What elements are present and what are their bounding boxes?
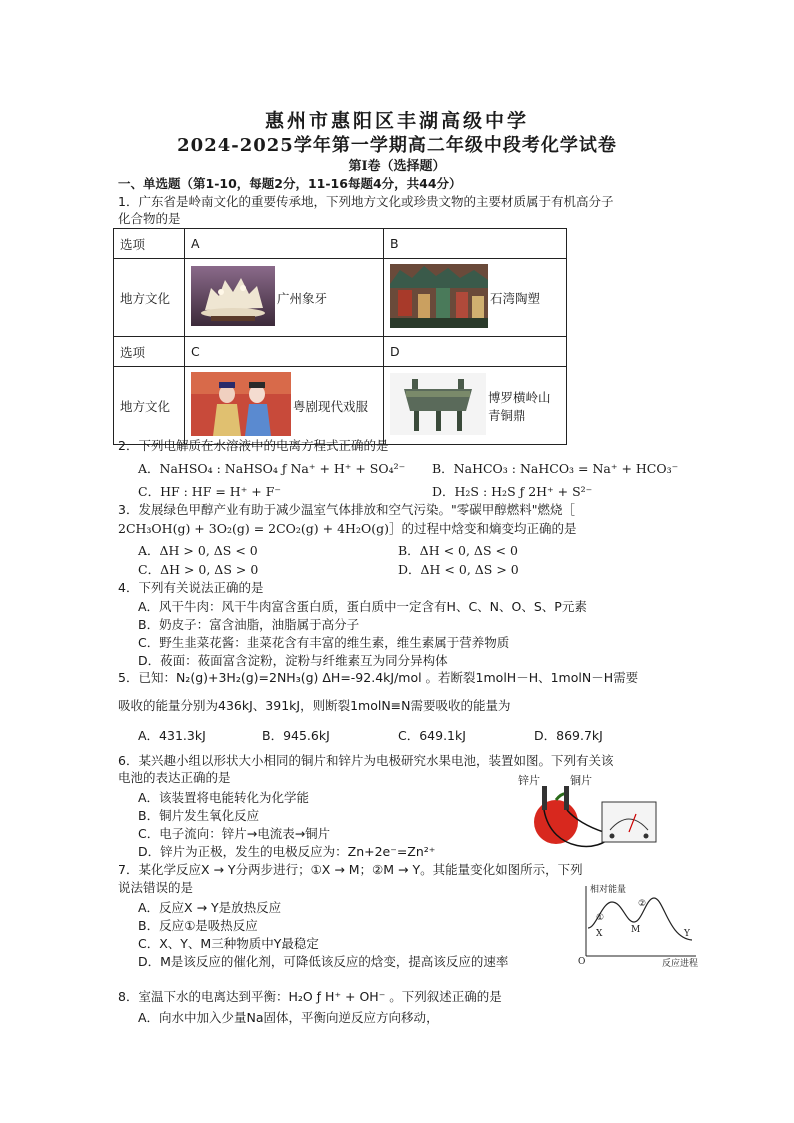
q6-option-a: A．该装置将电能转化为化学能 — [138, 790, 310, 805]
q3-option-d: D．ΔH < 0, ΔS > 0 — [398, 562, 519, 577]
table-label-b: B — [384, 229, 567, 259]
q6-option-b: B．铜片发生氧化反应 — [138, 808, 260, 823]
q4-option-d: D．莜面：莜面富含淀粉，淀粉与纤维素互为同分异构体 — [138, 653, 448, 668]
q2-option-b: B．NaHCO₃ : NaHCO₃ = Na⁺ + HCO₃⁻ — [432, 461, 679, 476]
q7-option-a: A．反应X → Y是放热反应 — [138, 900, 282, 915]
bronze-ding-image — [390, 373, 486, 438]
table-header-option: 选项 — [114, 229, 185, 259]
pottery-sculpture-image — [390, 264, 488, 331]
ammeter-terminal-left — [610, 834, 615, 839]
energy-profile-diagram — [576, 882, 702, 968]
q2-stem: 2．下列电解质在水溶液中的电离方程式正确的是 — [118, 438, 389, 453]
table-header-culture-2: 地方文化 — [114, 367, 185, 445]
q2-option-c: C．HF : HF = H⁺ + F⁻ — [138, 484, 281, 499]
apple-shape — [534, 800, 578, 844]
q6-stem-line1: 6．某兴趣小组以形状大小相同的铜片和锌片为电极研究水果电池，装置如图。下列有关该 — [118, 753, 614, 768]
option-c-cell — [185, 367, 384, 445]
zinc-label: 锌片 — [518, 774, 540, 787]
x-species-label: X — [596, 929, 603, 939]
y-species-label: Y — [684, 929, 690, 939]
q6-option-c: C．电子流向：锌片→电流表→铜片 — [138, 826, 331, 841]
q1-stem-line1: 1．广东省是岭南文化的重要传承地，下列地方文化或珍贵文物的主要材质属于有机高分子 — [118, 194, 614, 209]
q8-stem: 8．室温下水的电离达到平衡：H₂O ƒ H⁺ + OH⁻ 。下列叙述正确的是 — [118, 989, 502, 1004]
q7-stem-line2: 说法错误的是 — [118, 880, 194, 895]
q7-option-c: C．X、Y、M三种物质中Y最稳定 — [138, 936, 319, 951]
q5-stem-line2: 吸收的能量分别为436kJ、391kJ，则断裂1molN≡N需要吸收的能量为 — [118, 698, 511, 713]
q3-stem-line1: 3．发展绿色甲醇产业有助于减少温室气体排放和空气污染。"零碳甲醇燃料"燃烧［ — [118, 502, 575, 517]
q2-option-a: A．NaHSO₄ : NaHSO₄ ƒ Na⁺ + H⁺ + SO₄²⁻ — [138, 461, 406, 476]
section-heading: 一、单选题（第1-10，每题2分，11-16每题4分，共44分） — [118, 176, 462, 191]
part-title: 第I卷（选择题） — [348, 159, 446, 174]
q7-option-b: B．反应①是吸热反应 — [138, 918, 258, 933]
option-a-cell — [185, 259, 384, 337]
option-d-cell — [384, 367, 567, 445]
option-a-text: 广州象牙 — [277, 290, 328, 306]
copper-label: 铜片 — [570, 774, 592, 787]
energy-axis-label: 相对能量 — [590, 885, 627, 895]
table-header-culture: 地方文化 — [114, 259, 185, 337]
q5-stem-line1: 5．已知：N₂(g)+3H₂(g)=2NH₃(g) ΔH=-92.4kJ/mol 。若断裂1molH－H、1molN－H需要 — [118, 670, 639, 685]
q7-stem-line1: 7．某化学反应X → Y分两步进行；①X → M；②M → Y。其能量变化如图所示，下列 — [118, 862, 583, 877]
q3-option-c: C．ΔH > 0, ΔS > 0 — [138, 562, 259, 577]
zinc-electrode — [542, 786, 547, 810]
q4-option-c: C．野生韭菜花酱：韭菜花含有丰富的维生素，维生素属于营养物质 — [138, 635, 510, 650]
school-title: 惠州市惠阳区丰湖高级中学 — [264, 110, 529, 132]
q4-option-a: A．风干牛肉：风干牛肉富含蛋白质，蛋白质中一定含有H、C、N、O、S、P元素 — [138, 599, 587, 614]
q3-option-a: A．ΔH > 0, ΔS < 0 — [138, 543, 258, 558]
exam-title: 2024-2025学年第一学期高二年级中段考化学试卷 — [177, 135, 617, 156]
table-header-option-2: 选项 — [114, 337, 185, 367]
ivory-carving-image — [191, 266, 275, 329]
table-label-a: A — [185, 229, 384, 259]
q5-option-a: A．431.3kJ — [138, 728, 206, 743]
q6-option-d: D．锌片为正极，发生的电极反应为：Zn+2e⁻=Zn²⁺ — [138, 844, 436, 859]
q3-option-b: B．ΔH < 0, ΔS < 0 — [398, 543, 518, 558]
option-c-text: 粤剧现代戏服 — [293, 398, 369, 414]
m-species-label: M — [631, 925, 641, 935]
step2-label: ② — [638, 899, 647, 909]
fruit-battery-diagram — [512, 772, 672, 856]
q6-stem-line2: 电池的表达正确的是 — [118, 770, 231, 785]
q5-option-b: B．945.6kJ — [262, 728, 330, 743]
q4-option-b: B．奶皮子：富含油脂，油脂属于高分子 — [138, 617, 360, 632]
option-b-text: 石湾陶塑 — [490, 290, 541, 306]
option-d-text: 博罗横岭山青铜鼎 — [488, 389, 551, 423]
q1-stem-line2: 化合物的是 — [118, 211, 181, 226]
q3-stem-line2: 2CH₃OH(g) + 3O₂(g) = 2CO₂(g) + 4H₂O(g)］的过程中焓变和熵变均正确的是 — [118, 521, 577, 536]
q5-option-d: D．869.7kJ — [534, 728, 603, 743]
origin-label: O — [578, 957, 586, 967]
ammeter-terminal-right — [644, 834, 649, 839]
q2-option-d: D．H₂S : H₂S ƒ 2H⁺ + S²⁻ — [432, 484, 593, 499]
q8-option-a: A．向水中加入少量Na固体，平衡向逆反应方向移动， — [138, 1010, 439, 1025]
step1-label: ① — [596, 913, 605, 923]
copper-electrode — [564, 786, 569, 810]
progress-axis-label: 反应进程 — [662, 959, 699, 968]
q5-option-c: C．649.1kJ — [398, 728, 466, 743]
q1-options-table — [113, 228, 567, 445]
option-b-cell — [384, 259, 567, 337]
q4-stem: 4．下列有关说法正确的是 — [118, 580, 264, 595]
table-label-c: C — [185, 337, 384, 367]
table-label-d: D — [384, 337, 567, 367]
cantonese-opera-costume-image — [191, 372, 291, 439]
q7-option-d: D．M是该反应的催化剂，可降低该反应的焓变，提高该反应的速率 — [138, 954, 509, 969]
